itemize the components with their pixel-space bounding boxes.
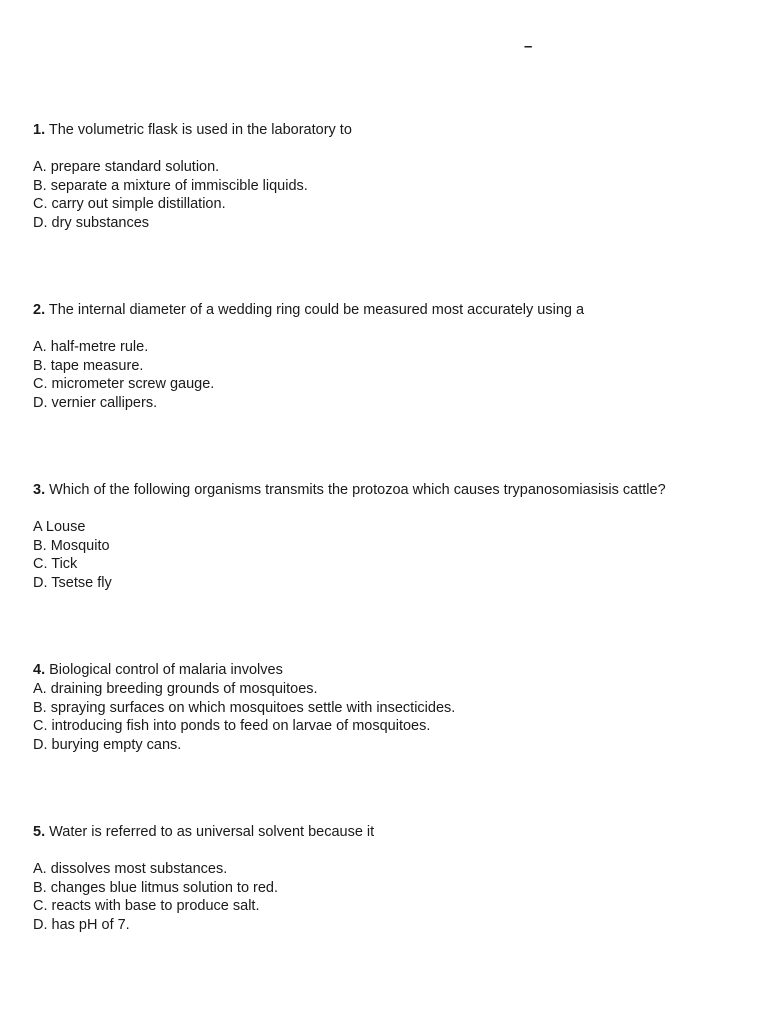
question-number: 4. bbox=[33, 662, 46, 678]
option-a: A. prepare standard solution. bbox=[33, 159, 220, 175]
option-d: D. vernier callipers. bbox=[33, 395, 158, 412]
question-text: Biological control of malaria involves bbox=[49, 662, 283, 678]
question-4 bbox=[33, 661, 743, 755]
question-stem bbox=[33, 823, 743, 842]
option-d: D. Tsetse fly bbox=[33, 575, 112, 592]
question-stem bbox=[33, 661, 743, 680]
question-number: 1. bbox=[33, 122, 46, 138]
question-stem bbox=[33, 121, 743, 140]
option-b: B. spraying surfaces on which mosquitoes settle with insecticides. bbox=[33, 699, 456, 716]
option-b: B. tape measure. bbox=[33, 357, 144, 374]
option-d: D. burying empty cans. bbox=[33, 737, 182, 754]
question-text: Water is referred to as universal solvent because it bbox=[49, 824, 375, 840]
option-c: C. carry out simple distillation. bbox=[33, 196, 226, 213]
option-a: A Louse bbox=[33, 519, 86, 535]
option-c: C. micrometer screw gauge. bbox=[33, 376, 215, 393]
option-a: A. half-metre rule. bbox=[33, 339, 149, 355]
option-b: B. Mosquito bbox=[33, 537, 110, 554]
question-text: The internal diameter of a wedding ring could be measured most accurately using a bbox=[48, 302, 585, 318]
page-mark: – bbox=[524, 38, 533, 55]
question-stem bbox=[33, 481, 743, 500]
option-b: B. changes blue litmus solution to red. bbox=[33, 879, 279, 896]
question-text: Which of the following organisms transmits the protozoa which causes trypanosomiasisis cattle? bbox=[49, 482, 666, 498]
question-text: The volumetric flask is used in the laboratory to bbox=[48, 122, 352, 138]
question-5 bbox=[33, 823, 743, 935]
option-a: A. draining breeding grounds of mosquitoes. bbox=[33, 681, 318, 697]
question-stem bbox=[33, 301, 743, 320]
question-3 bbox=[33, 481, 743, 593]
option-d: D. dry substances bbox=[33, 215, 150, 232]
option-d: D. has pH of 7. bbox=[33, 917, 130, 934]
question-number: 2. bbox=[33, 302, 46, 318]
question-2 bbox=[33, 301, 743, 413]
option-a: A. dissolves most substances. bbox=[33, 861, 228, 877]
option-c: C. Tick bbox=[33, 556, 78, 573]
question-number: 5. bbox=[33, 824, 46, 840]
option-c: C. reacts with base to produce salt. bbox=[33, 898, 260, 915]
question-number: 3. bbox=[33, 482, 46, 498]
option-b: B. separate a mixture of immiscible liquids. bbox=[33, 177, 308, 194]
question-1 bbox=[33, 121, 743, 233]
option-c: C. introducing fish into ponds to feed on larvae of mosquitoes. bbox=[33, 718, 431, 735]
